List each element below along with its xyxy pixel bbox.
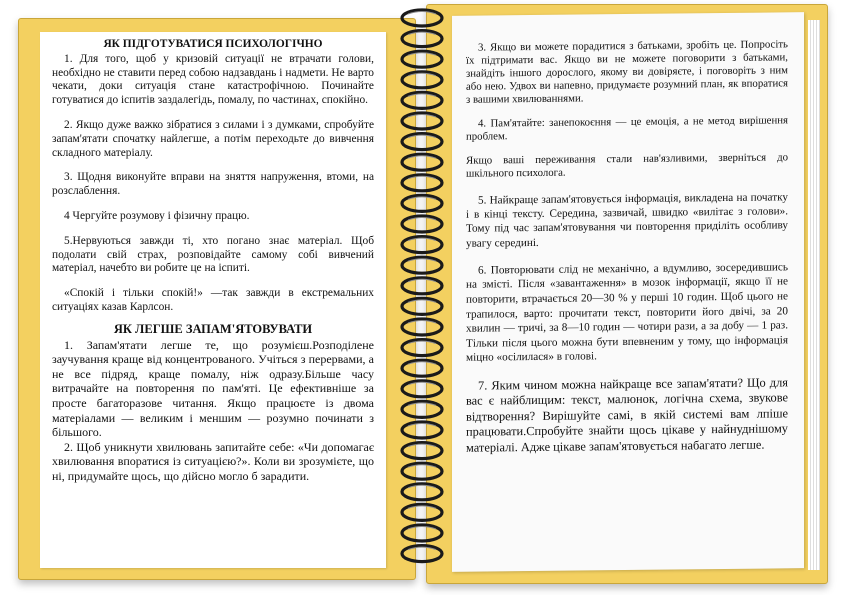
spiral-ring — [402, 175, 442, 191]
spiral-ring — [402, 504, 442, 520]
right-paragraph-6: 7. Яким чином можна найкраще все запам'ятати? Що для вас є найблищим: текст, малюнок, логічна схема, звукове відтворення? Вирішуйте самі, в якій системі вам лпіше працювати.Спробуйте знайти щось цікаве у найнуднішому матеріалі. Адже цікаве запам'ятовується набагато легше. — [466, 375, 788, 455]
spiral-ring — [402, 463, 442, 479]
spiral-ring — [402, 113, 442, 129]
spiral-ring — [402, 154, 442, 170]
spiral-ring — [402, 257, 442, 273]
left-paragraph-6: «Спокій і тільки спокій!» —так завжди в екстремальних ситуаціях казав Карлсон. — [52, 287, 374, 313]
right-paragraph-4: 5. Найкраще запам'ятовується інформація, викладена на початку і в кінці тексту. Середина, зазвичай, швидко «вилітає з голови». Тому під час запам'ятовування чи повторення приділіть особливу увагу середині. — [466, 191, 788, 250]
left-paragraph-4: 4 Чергуйте розумову і фізичну працю. — [64, 209, 250, 222]
spiral-ring — [402, 92, 442, 108]
spiral-ring — [402, 278, 442, 294]
spiral-ring — [402, 422, 442, 438]
spiral-ring — [402, 10, 442, 26]
spiral-ring — [402, 381, 442, 397]
left-page — [40, 32, 386, 568]
spiral-ring — [402, 195, 442, 211]
spiral-ring — [402, 401, 442, 417]
spiral-ring — [402, 319, 442, 335]
spiral-ring — [402, 525, 442, 541]
spiral-ring — [402, 31, 442, 47]
spiral-ring — [402, 237, 442, 253]
spiral-ring — [402, 51, 442, 67]
right-paragraph-1: 3. Якщо ви можете порадитися з батьками, зробіть це. Попросіть їх підтримати вас. Якщо ви не можете поговорити з батьками, знайдіть іншого дорослого, якому ви довіряєте, і поговоріть з ним або нею. Удвох ви напевно, придумаєте розумний план, як впоратися з вашими хвилюваннями. — [466, 38, 788, 106]
memorization-title: ЯК ЛЕГШЕ ЗАПАМ'ЯТОВУВАТИ — [113, 321, 313, 336]
right-paragraph-2: 4. Пам'ятайте: занепокоєння — це емоція, а не метод вирішення проблем. — [466, 114, 788, 143]
spiral-ring — [402, 484, 442, 500]
spiral-ring — [402, 360, 442, 376]
left-paragraph-5: 5.Нервуються завжди ті, хто погано знає матеріал. Щоб подолати свій страх, розповідайте самому собі вивчений матеріал, начебто ви робите це на іспиті. — [52, 234, 374, 275]
left-paragraph-7: 1. Запам'ятати легше те, що розумієш.Розподілене заучування краще від концентрованого. Учіться з перервами, а не все підряд, краще помалу, ніж одразу.Більше часу витрачайте на повторення по пам'яті. Це ефективніше за просте багаторазове читання. Якщо працюєте із двома матеріалами — великим і меншим — розумно починати з більшого. — [52, 337, 374, 440]
right-page — [452, 12, 804, 572]
left-paragraph-3: 3. Щодня виконуйте вправи на зняття напруження, втоми, на розслаблення. — [52, 171, 374, 198]
spiral-ring — [402, 546, 442, 562]
left-paragraph-1: 1. Для того, щоб у кризовій ситуації не втрачати голови, необхідно не ставити перед собою надзавдань і надмети. Не варто чекати, доки ситуація стане катастрофічною. Починайте готуватися до іспитів заздалегідь, помалу, по частинах, спокійно. — [52, 52, 374, 107]
right-paragraph-3: Якщо ваші переживання стали нав'язливими, зверніться до шкільного психолога. — [466, 151, 788, 180]
left-paragraph-2: 2. Якщо дуже важко зібратися з силами і з думками, спробуйте запам'ятати спочатку найлегше, а потім переходьте до вивчення складного матеріалу. — [52, 118, 374, 159]
spiral-ring — [402, 216, 442, 232]
spiral-ring — [402, 72, 442, 88]
left-paragraph-8: 2. Щоб уникнути хвилювань запитайте себе: «Чи допомагає хвилювання впоратися із ситуацією?». Коли ви зрозумієте, що ні, придумайте щось, що дійсно могло б зарадити. — [52, 439, 374, 483]
psychological-prep-title: ЯК ПІДГОТУВАТИСЯ ПСИХОЛОГІЧНО — [103, 38, 323, 50]
page-stack-edge — [808, 20, 820, 570]
spiral-binding — [396, 8, 446, 578]
spiral-ring — [402, 134, 442, 150]
right-paragraph-5: 6. Повторювати слід не механічно, а вдумливо, зосередившись на змісті. Після «завантаження» в мозок інформації, якщо її не повторити, втрачається 20—30 % у перші 10 годин. Щоб цього не трапилося, варто: прочитати текст, повторити його двічі, за 20 хвилин — тричі, за 8—10 годин — чотири рази, а за добу — 1 раз. Тільки після цього можна бути впевненим у тому, що інформація міцно «осілилася» в голові. — [466, 261, 788, 365]
spiral-ring — [402, 443, 442, 459]
spiral-ring — [402, 298, 442, 314]
spiral-ring — [402, 340, 442, 356]
